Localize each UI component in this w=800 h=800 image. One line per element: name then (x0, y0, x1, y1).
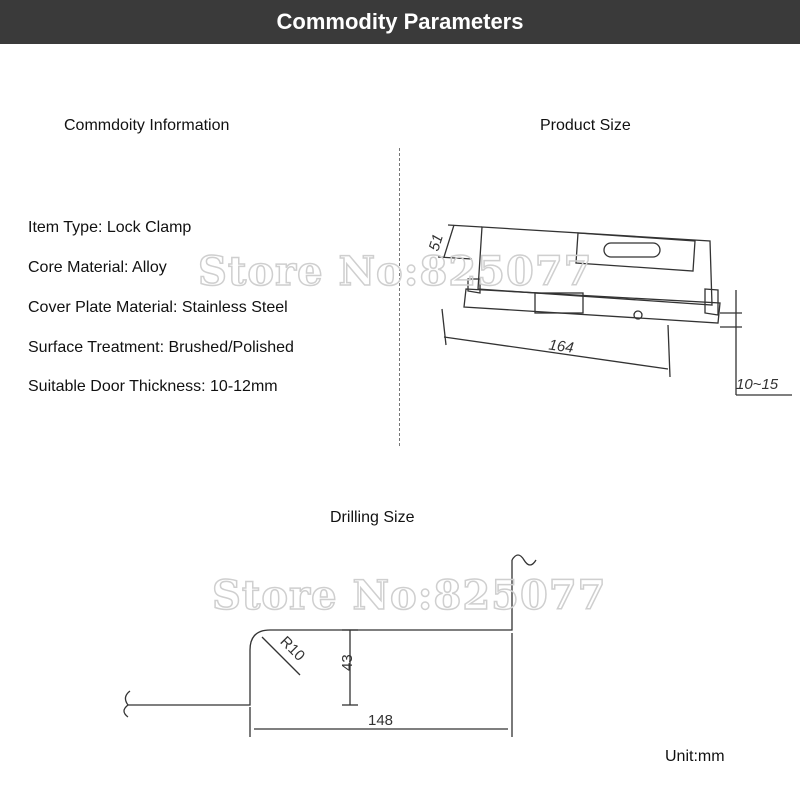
dim-glass-thickness-label: 10~15 (736, 376, 779, 393)
product-size-heading: Product Size (540, 117, 631, 134)
watermark-top: Store No:825077 (198, 248, 593, 295)
dim-length-label: 164 (547, 336, 575, 357)
info-heading: Commdoity Information (64, 117, 230, 134)
dim-radius-label: R10 (276, 633, 309, 665)
unit-label: Unit:mm (665, 748, 725, 765)
dim-height-label: 43 (339, 654, 356, 671)
spec-core-material: Core Material: Alloy (28, 259, 167, 276)
drilling-size-heading: Drilling Size (330, 509, 415, 526)
dim-length-label: 148 (368, 712, 394, 729)
product-size-drawing (420, 205, 800, 405)
section-divider (399, 148, 400, 446)
spec-door-thickness: Suitable Door Thickness: 10-12mm (28, 378, 278, 395)
spec-item-type: Item Type: Lock Clamp (28, 219, 192, 236)
spec-surface-treatment: Surface Treatment: Brushed/Polished (28, 339, 294, 356)
keyhole-icon (604, 243, 660, 257)
watermark-bottom: Store No:825077 (212, 572, 607, 619)
page-banner: Commodity Parameters (0, 0, 800, 44)
dim-width-label: 51 (425, 232, 447, 254)
spec-cover-plate: Cover Plate Material: Stainless Steel (28, 299, 288, 316)
